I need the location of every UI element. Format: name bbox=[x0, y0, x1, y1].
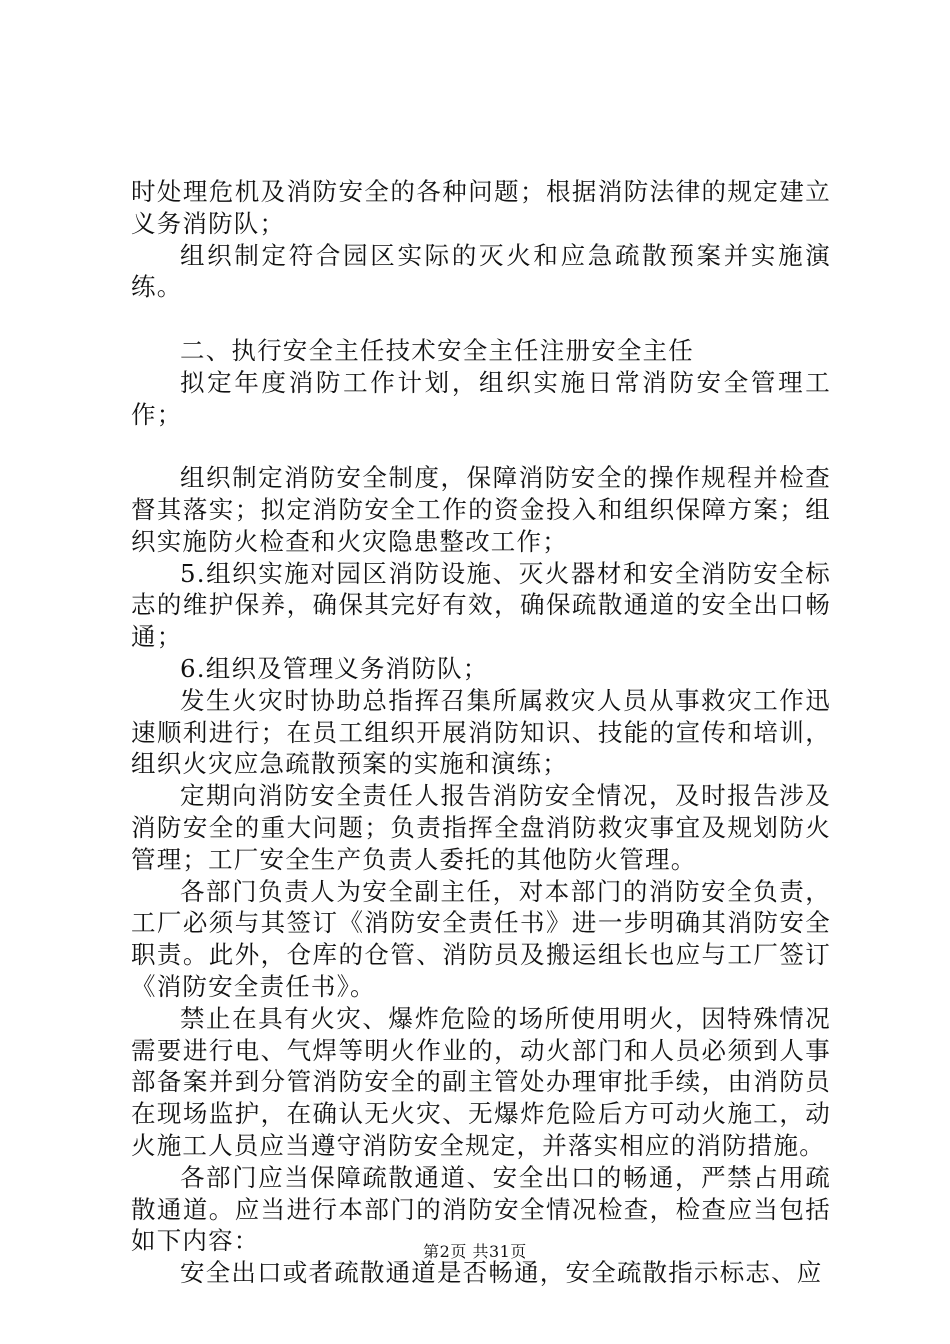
paragraph: 安全出口或者疏散通道是否畅通，安全疏散指示标志、应 bbox=[180, 1258, 823, 1288]
paragraph: 发生火灾时协助总指挥召集所属救灾人员从事救灾工作迅速顺利进行；在员工组织开展消防知识、技能的宣传和培训，组织火灾应急疏散预案的实施和演练； bbox=[131, 685, 831, 779]
list-item: 6.组织及管理义务消防队； bbox=[180, 653, 489, 683]
paragraph: 各部门应当保障疏散通道、安全出口的畅通，严禁占用疏散通道。应当进行本部门的消防安全情况检查，检查应当包括如下内容： bbox=[131, 1162, 831, 1256]
paragraph: 拟定年度消防工作计划，组织实施日常消防安全管理工作； bbox=[131, 367, 831, 429]
document-body bbox=[131, 176, 831, 1289]
list-item: 5.组织实施对园区消防设施、灭火器材和安全消防安全标志的维护保养，确保其完好有效，确保疏散通道的安全出口畅通； bbox=[131, 558, 831, 652]
paragraph: 定期向消防安全责任人报告消防安全情况，及时报告涉及消防安全的重大问题；负责指挥全盘消防救灾事宜及规划防火管理；工厂安全生产负责人委托的其他防火管理。 bbox=[131, 781, 831, 874]
paragraph: 各部门负责人为安全副主任，对本部门的消防安全负责，工厂必须与其签订《消防安全责任书》进一步明确其消防安全职责。此外，仓库的仓管、消防员及搬运组长也应与工厂签订《消防安全责任书》。 bbox=[131, 876, 831, 1001]
paragraph: 组织制定消防安全制度，保障消防安全的操作规程并检查督其落实；拟定消防安全工作的资金投入和组织保障方案；组织实施防火检查和火灾隐患整改工作； bbox=[131, 463, 831, 556]
paragraph: 禁止在具有火灾、爆炸危险的场所使用明火，因特殊情况需要进行电、气焊等明火作业的，动火部门和人员必须到人事部备案并到分管消防安全的副主管处办理审批手续，由消防员在现场监护，在确认无火灾、无爆炸危险后方可动火施工，动火施工人员应当遵守消防安全规定，并落实相应的消防措施。 bbox=[131, 1003, 831, 1160]
section-heading: 二、执行安全主任技术安全主任注册安全主任 bbox=[180, 335, 694, 365]
page-number-footer: 第2页 共31页 bbox=[423, 1242, 527, 1261]
paragraph: 组织制定符合园区实际的灭火和应急疏散预案并实施演练。 bbox=[131, 240, 831, 302]
paragraph: 时处理危机及消防安全的各种问题；根据消防法律的规定建立义务消防队； bbox=[131, 177, 831, 238]
